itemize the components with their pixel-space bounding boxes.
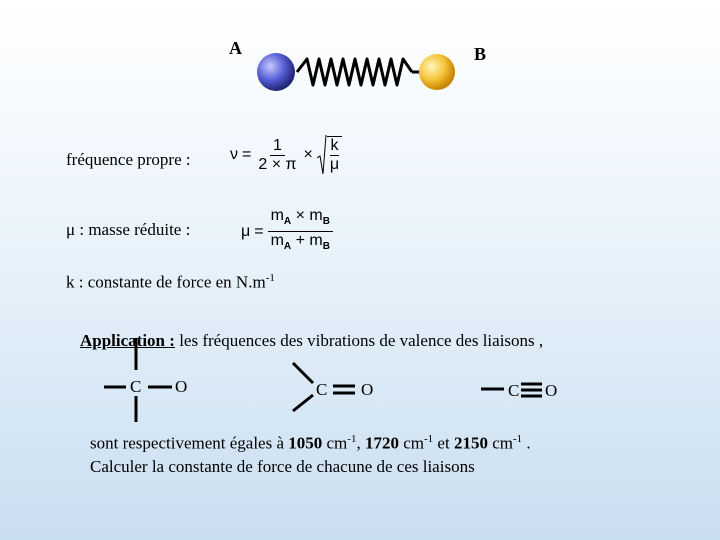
radical-sign	[317, 134, 327, 176]
force-constant-label: k : constante de force en $N.m^{-1}$	[66, 272, 275, 292]
reduced-mass-denominator: $m_A + m_B$	[270, 232, 330, 253]
frequency-formula	[230, 134, 342, 176]
oxygen-atom: O	[545, 381, 558, 400]
unit-exponent: -1	[265, 272, 275, 284]
equals-sign: =	[242, 146, 252, 163]
result-line-2: Calculer la constante de force de chacune de ces liaisons	[90, 457, 475, 476]
k-symbol: k	[330, 137, 339, 154]
frequency-label: fréquence propre :	[66, 150, 191, 169]
frequency-value-2: 1720	[364, 433, 399, 453]
denominator-two-pi: 2 × π	[258, 155, 297, 173]
atom-b-label: B	[474, 44, 487, 64]
fraction-one-over-two-pi	[255, 137, 299, 174]
reduced-mass-formula	[241, 207, 333, 256]
reduced-mass-label: μ : masse réduite :	[66, 220, 191, 239]
oxygen-atom: O	[361, 380, 374, 399]
spring-diagram	[250, 45, 460, 105]
carbon-atom: C	[508, 381, 520, 400]
spring	[297, 59, 412, 85]
mu-symbol: μ	[329, 156, 340, 173]
reduced-mass-numerator: $m_A \times m_B$	[268, 207, 333, 232]
frequency-value-3: 2150	[453, 433, 488, 453]
mu-symbol: μ	[241, 222, 251, 240]
carbon-atom: C	[130, 377, 142, 396]
result-line-1: sont respectivement égales à 1050 $cm^{-1}$, 1720 $cm^{-1}$ et 2150 $cm^{-1}$ .	[90, 433, 531, 453]
atom-a-sphere	[257, 53, 295, 91]
frequency-value-1: 1050	[288, 433, 323, 453]
square-root	[317, 134, 342, 176]
nu-symbol: ν	[230, 146, 238, 163]
oxygen-atom: O	[175, 377, 188, 396]
times-sign: ×	[303, 146, 313, 163]
application-text: les fréquences des vibrations de valence des liaisons ,	[179, 331, 544, 350]
carbon-atom: C	[316, 380, 328, 399]
atom-a-label: A	[229, 38, 242, 58]
reduced-mass-fraction	[268, 207, 333, 256]
equals-sign: =	[254, 222, 264, 240]
atom-b-sphere	[419, 54, 455, 90]
numerator-one: 1	[270, 137, 285, 156]
application-title: Application :	[80, 331, 175, 350]
